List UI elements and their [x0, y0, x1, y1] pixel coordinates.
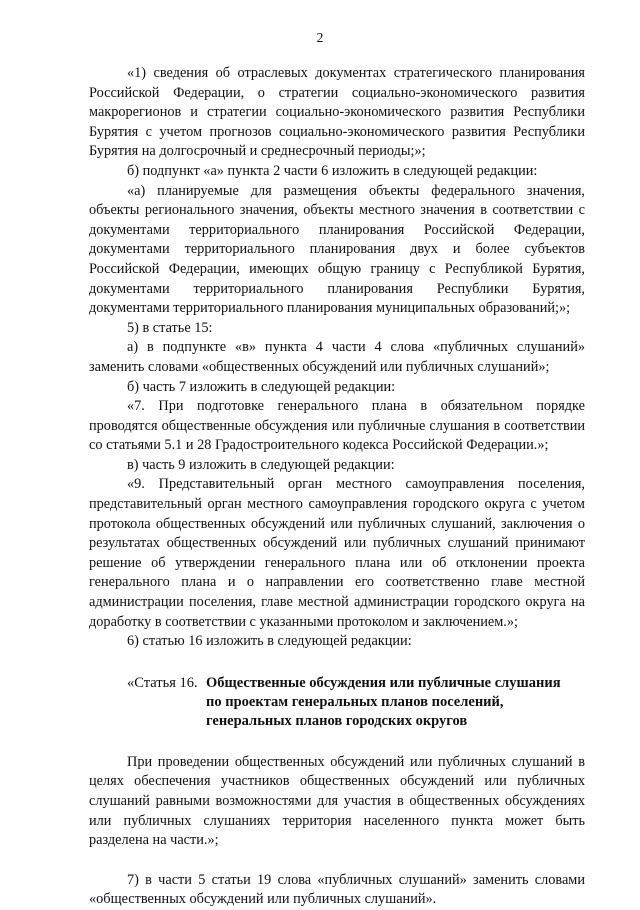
paragraph-7: «7. При подготовке генерального плана в обязательном порядке проводятся общественные обсуждения или публичные слушания в соответствии со статьями 5.1 и 28 Градостроительного кодекса Российской Федерации.»;: [89, 398, 585, 454]
paragraph-1: «1) сведения об отраслевых документах стратегического планирования Российской Федерации, о стратегии социально-экономического развития макрорегионов и стратегии социально-экономического развития Республики Бурятия с учетом прогнозов социально-экономического развития Республики Бурятия на долгосрочный и среднесрочный периоды;»;: [89, 65, 585, 160]
page-number: 2: [316, 30, 324, 45]
paragraph-5: а) в подпункте «в» пункта 4 части 4 слова «публичных слушаний» заменить словами «общественных обсуждений или публичных слушаний»;: [89, 339, 585, 375]
paragraph-last: 7) в части 5 статьи 19 слова «публичных слушаний» заменить словами «общественных обсуждений или публичных слушаний».: [89, 871, 585, 908]
paragraph-2: б) подпункт «а» пункта 2 части 6 изложить в следующей редакции:: [127, 162, 538, 179]
paragraph-8: в) часть 9 изложить в следующей редакции:: [127, 456, 395, 473]
article-label: «Статья 16.: [127, 674, 198, 691]
article-title-line-3: генеральных планов городских округов: [206, 712, 468, 729]
paragraph-3: «а) планируемые для размещения объекты федерального значения, объекты регионального значения, объекты местного значения в соответствии с документами территориального планирования Российской Федерации, документами территориального планирования двух и более субъектов Российской Федерации, имеющих общую границу с Республикой Бурятия, документами территориального планирования Республики Бурятия, документами территориального планирования муниципальных образований;»;: [89, 182, 585, 317]
document-body: [89, 64, 585, 910]
article-title-line-1: Общественные обсуждения или публичные слушания: [206, 674, 561, 691]
paragraph-4: 5) в статье 15:: [127, 319, 213, 336]
article-title-line-2: по проектам генеральных планов поселений,: [206, 693, 504, 710]
article-body-paragraph: При проведении общественных обсуждений или публичных слушаний в целях обеспечения участников общественных обсуждений или публичных слушаний равными возможностями для участия в общественных обсуждениях или публичных слушаниях территория населенного пункта может быть разделена на части.»;: [89, 753, 585, 849]
spacer: [89, 851, 585, 871]
article-heading: [89, 674, 585, 731]
paragraph-9: «9. Представительный орган местного самоуправления поселения, представительный орган местного самоуправления городского округа с учетом протокола общественных обсуждений или публичных слушаний, заключения о результатах общественных обсуждений или публичных слушаний принимают решение об утверждении генерального плана или об отклонении проекта генерального плана и о направлении его соответственно главе местной администрации поселения, главе местной администрации городского округа на доработку в соответствии с указанными протоколом и заключением.»;: [89, 476, 585, 630]
spacer: [89, 731, 585, 753]
paragraph-6: б) часть 7 изложить в следующей редакции:: [127, 378, 396, 395]
paragraph-10: 6) статью 16 изложить в следующей редакции:: [127, 633, 412, 650]
